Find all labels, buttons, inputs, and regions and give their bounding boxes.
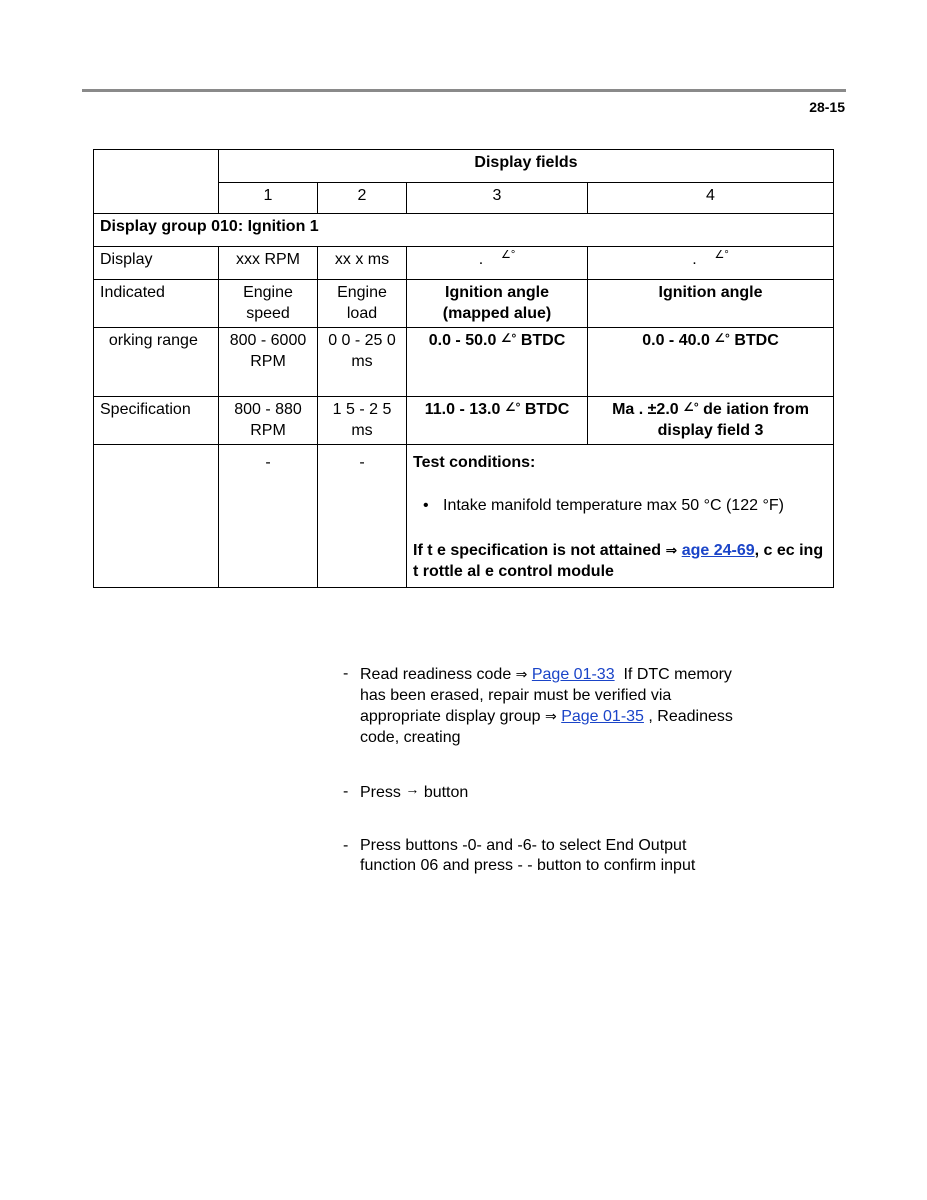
- working-field-1: 800 - 6000 RPM: [219, 328, 318, 397]
- display-field-3: [407, 247, 588, 280]
- row-label-display: Display: [94, 247, 219, 280]
- working-field-4: [588, 328, 834, 397]
- specification-field-1: 800 - 880 RPM: [219, 397, 318, 445]
- conditions-empty-cell: [94, 445, 219, 588]
- step-1-post: , Readiness code, creating: [360, 708, 733, 746]
- table-row-test-conditions: [94, 445, 834, 588]
- angle-degree-icon: ∠°: [504, 400, 521, 414]
- working-field-3-unit: BTDC: [520, 332, 566, 349]
- display-field-4-prefix: .: [692, 251, 697, 268]
- display-field-4: [588, 247, 834, 280]
- specification-field-3-value: 11.0 - 13.0: [424, 401, 501, 418]
- step-2-pre: Press: [360, 784, 401, 801]
- header-rule: [82, 89, 846, 92]
- conditions-field-1: -: [219, 445, 318, 588]
- display-group-table: [93, 149, 834, 588]
- step-3-text: Press buttons -0- and -6- to select End Output function 06 and press - - button to confirm input: [360, 836, 696, 874]
- page-number: 28-15: [809, 99, 845, 115]
- specification-field-4-pre: Ma . ±2.0: [612, 401, 679, 418]
- specification-note: [413, 540, 827, 582]
- specification-field-4: [588, 397, 834, 445]
- test-conditions-cell: [407, 445, 834, 588]
- specification-field-3-unit: BTDC: [524, 401, 570, 418]
- table-row-indicated: [94, 280, 834, 328]
- step-dash: -: [343, 665, 349, 682]
- bullet-icon: •: [423, 496, 429, 514]
- right-arrow-icon: →: [405, 781, 420, 797]
- field-number-1: 1: [219, 183, 318, 214]
- display-field-2: xx x ms: [318, 247, 407, 280]
- field-number-2: 2: [318, 183, 407, 214]
- row-label-working-range: orking range: [94, 328, 219, 397]
- table-row-specification: [94, 397, 834, 445]
- table-header-row: [94, 150, 834, 183]
- corner-cell: [94, 150, 219, 214]
- link-page-01-35[interactable]: Page 01-35: [561, 708, 644, 725]
- display-field-1: xxx RPM: [219, 247, 318, 280]
- conditions-field-2: -: [318, 445, 407, 588]
- step-end-output: [340, 836, 740, 877]
- angle-degree-icon: ∠°: [714, 249, 729, 261]
- working-field-3: [407, 328, 588, 397]
- step-dash: -: [343, 783, 349, 800]
- table-row-working-range: [94, 328, 834, 397]
- table-row-display: [94, 247, 834, 280]
- working-field-3-value: 0.0 - 50.0: [428, 332, 497, 349]
- note-text-pre: If t e specification is not attained: [413, 542, 662, 559]
- row-label-specification: Specification: [94, 397, 219, 445]
- display-field-3-prefix: .: [478, 251, 484, 268]
- field-number-4: 4: [588, 183, 834, 214]
- display-fields-header: Display fields: [219, 150, 834, 183]
- test-condition-item: [423, 496, 827, 517]
- working-field-4-value: 0.0 - 40.0: [642, 332, 710, 349]
- specification-field-4-post: de iation from display field 3: [657, 401, 809, 439]
- step-2-post: button: [423, 784, 469, 801]
- step-1-mid: If DTC memory has been erased, repair must be verified via appropriate display group: [360, 666, 737, 725]
- group-title-row: [94, 214, 834, 247]
- angle-degree-icon: ∠°: [714, 331, 730, 345]
- link-page-01-33[interactable]: Page 01-33: [531, 666, 615, 683]
- angle-degree-icon: ∠°: [683, 400, 699, 414]
- angle-degree-icon: ∠°: [500, 331, 517, 345]
- working-field-4-unit: BTDC: [734, 332, 779, 349]
- test-condition-text: Intake manifold temperature max 50 °C (122 °F): [443, 496, 784, 514]
- indicated-field-2: Engine load: [318, 280, 407, 328]
- step-dash: -: [343, 836, 349, 854]
- indicated-field-4: Ignition angle: [588, 280, 834, 328]
- field-number-3: 3: [407, 183, 588, 214]
- reference-arrow-icon: ⇒: [665, 542, 678, 558]
- test-conditions-title: Test conditions:: [413, 454, 536, 471]
- indicated-field-1: Engine speed: [219, 280, 318, 328]
- row-label-indicated: Indicated: [94, 280, 219, 328]
- specification-field-3: [407, 397, 588, 445]
- procedure-steps: [340, 664, 740, 877]
- reference-arrow-icon: ⇒: [515, 666, 528, 682]
- step-1-pre: Read readiness code: [360, 666, 512, 683]
- angle-degree-icon: ∠°: [500, 249, 516, 261]
- note-text-post: , c ec ing t rottle al e control module: [413, 542, 824, 580]
- indicated-field-3: Ignition angle (mapped alue): [407, 280, 588, 328]
- step-press-button: [340, 782, 740, 804]
- working-field-2: 0 0 - 25 0 ms: [318, 328, 407, 397]
- step-read-readiness: [340, 664, 740, 748]
- reference-arrow-icon: ⇒: [545, 708, 557, 724]
- link-page-24-69[interactable]: age 24-69: [681, 542, 755, 559]
- group-title: Display group 010: Ignition 1: [94, 214, 834, 247]
- specification-field-2: 1 5 - 2 5 ms: [318, 397, 407, 445]
